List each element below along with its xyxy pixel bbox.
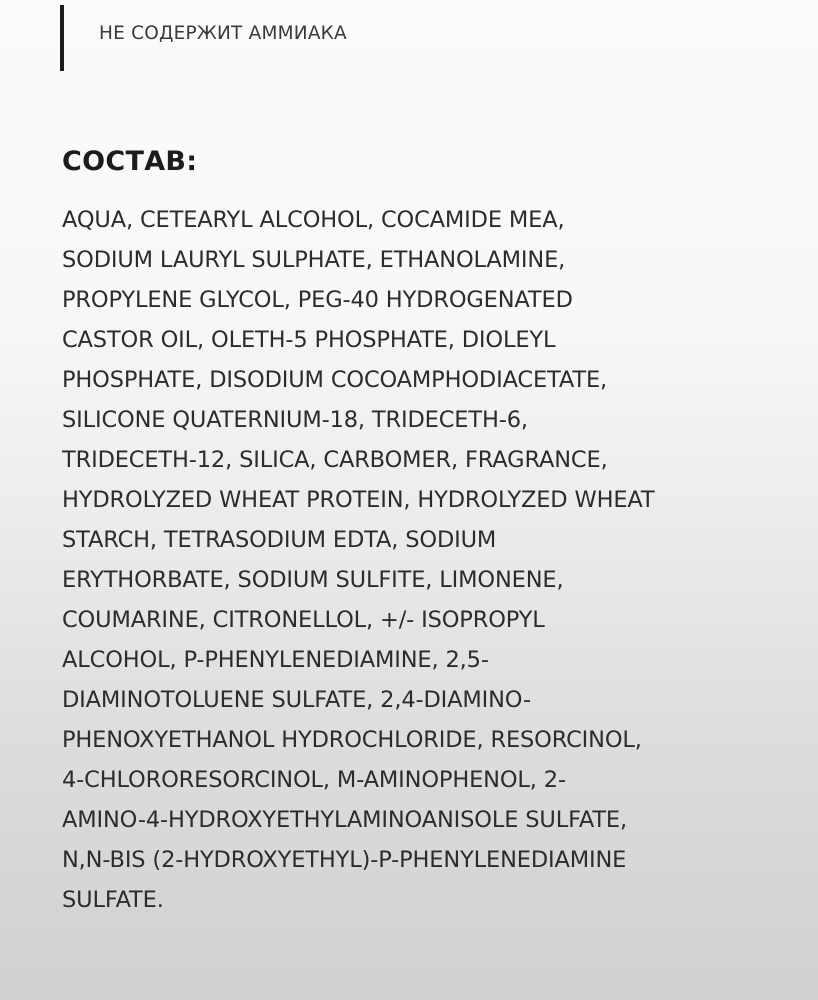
ingredients-line: SILICONE QUATERNIUM-18, TRIDECETH-6, <box>62 407 528 433</box>
ingredients-line: AMINO-4-HYDROXYETHYLAMINOANISOLE SULFATE, <box>62 807 627 833</box>
ingredients-line: DIAMINOTOLUENE SULFATE, 2,4-DIAMINO- <box>62 687 531 713</box>
ingredients-list <box>62 200 802 920</box>
ingredients-line: CASTOR OIL, OLETH-5 PHOSPHATE, DIOLEYL <box>62 327 556 353</box>
ingredients-line: PROPYLENE GLYCOL, PEG-40 HYDROGENATED <box>62 287 573 313</box>
ingredients-line: TRIDECETH-12, SILICA, CARBOMER, FRAGRANCE, <box>62 447 608 473</box>
ingredients-line: ALCOHOL, P-PHENYLENEDIAMINE, 2,5- <box>62 647 489 673</box>
composition-heading: СОСТАВ: <box>62 146 198 177</box>
ingredients-line: HYDROLYZED WHEAT PROTEIN, HYDROLYZED WHEAT <box>62 487 655 513</box>
ingredients-line: SULFATE. <box>62 887 164 913</box>
ingredients-line: COUMARINE, CITRONELLOL, +/- ISOPROPYL <box>62 607 545 633</box>
ingredients-line: STARCH, TETRASODIUM EDTA, SODIUM <box>62 527 497 553</box>
ingredients-line: AQUA, CETEARYL ALCOHOL, COCAMIDE MEA, <box>62 207 565 233</box>
ingredients-line: N,N-BIS (2-HYDROXYETHYL)-P-PHENYLENEDIAMINE <box>62 847 627 873</box>
ingredients-line: PHOSPHATE, DISODIUM COCOAMPHODIACETATE, <box>62 367 608 393</box>
ingredients-line: ERYTHORBATE, SODIUM SULFITE, LIMONENE, <box>62 567 564 593</box>
ingredients-line: PHENOXYETHANOL HYDROCHLORIDE, RESORCINOL, <box>62 727 642 753</box>
ammonia-free-note: НЕ СОДЕРЖИТ АММИАКА <box>99 23 347 44</box>
accent-divider <box>60 5 64 71</box>
ingredients-line: SODIUM LAURYL SULPHATE, ETHANOLAMINE, <box>62 247 566 273</box>
ingredients-line: 4-CHLORORESORCINOL, M-AMINOPHENOL, 2- <box>62 767 566 793</box>
